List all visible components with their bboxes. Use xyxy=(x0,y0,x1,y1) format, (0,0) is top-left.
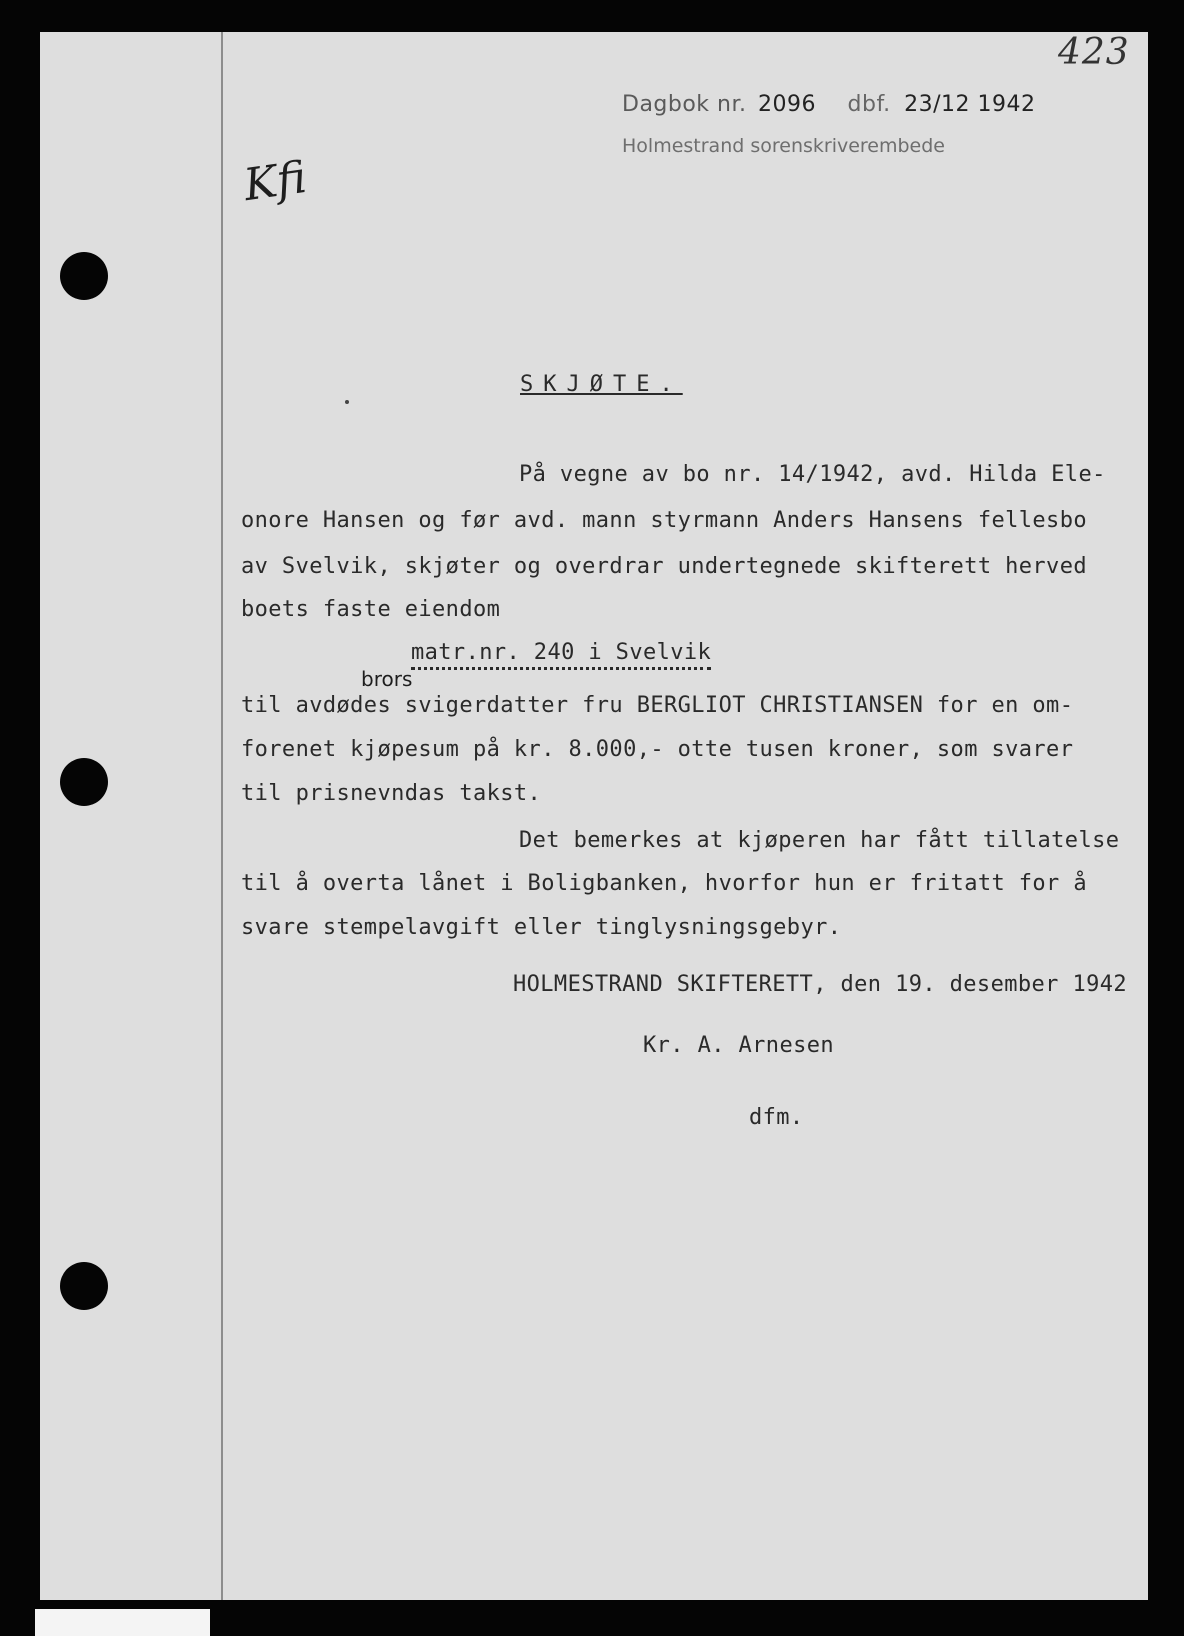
body-line-9: til å overta lånet i Boligbanken, hvorfor hun er fritatt for å xyxy=(241,871,1087,896)
punch-hole-middle xyxy=(60,758,108,806)
registration-stamp xyxy=(622,92,1035,117)
body-line-4: boets faste eiendom xyxy=(241,597,501,622)
document-page xyxy=(40,32,1148,1600)
body-line-10: svare stempelavgift eller tinglysningsgebyr. xyxy=(241,915,842,940)
signer-title: dfm. xyxy=(749,1105,804,1130)
signer-name: Kr. A. Arnesen xyxy=(643,1033,835,1058)
closing-place-date: HOLMESTRAND SKIFTERETT, den 19. desember 1942 xyxy=(513,972,1128,997)
dagbok-number: 2096 xyxy=(758,92,817,117)
body-line-7: til prisnevndas takst. xyxy=(241,781,542,806)
stamp-date: 23/12 1942 xyxy=(904,92,1036,117)
body-line-1: På vegne av bo nr. 14/1942, avd. Hilda Ele- xyxy=(519,462,1106,487)
handwritten-insertion: brors xyxy=(361,667,413,691)
dagbok-label: Dagbok nr. xyxy=(622,92,747,117)
property-text: matr.nr. 240 i Svelvik xyxy=(411,640,711,670)
scan-edge-label xyxy=(35,1609,210,1636)
stamp-office: Holmestrand sorenskriverembede xyxy=(622,135,945,157)
body-line-6: forenet kjøpesum på kr. 8.000,- otte tusen kroner, som svarer xyxy=(241,737,1074,762)
page-number: 423 xyxy=(1058,32,1130,73)
ink-speck xyxy=(345,400,349,404)
punch-hole-bottom xyxy=(60,1262,108,1310)
body-line-3: av Svelvik, skjøter og overdrar undertegnede skifterett herved xyxy=(241,554,1087,579)
document-title: SKJØTE. xyxy=(520,372,683,397)
dbf-label: dbf. xyxy=(847,92,891,117)
body-line-5: til avdødes svigerdatter fru BERGLIOT CHRISTIANSEN for en om- xyxy=(241,693,1074,718)
punch-hole-top xyxy=(60,252,108,300)
handwritten-initials: Kfi xyxy=(240,151,310,212)
body-line-8: Det bemerkes at kjøperen har fått tillatelse xyxy=(519,828,1120,853)
property-designation xyxy=(411,640,711,665)
margin-line xyxy=(221,32,223,1600)
body-line-2: onore Hansen og før avd. mann styrmann Anders Hansens fellesbo xyxy=(241,508,1087,533)
